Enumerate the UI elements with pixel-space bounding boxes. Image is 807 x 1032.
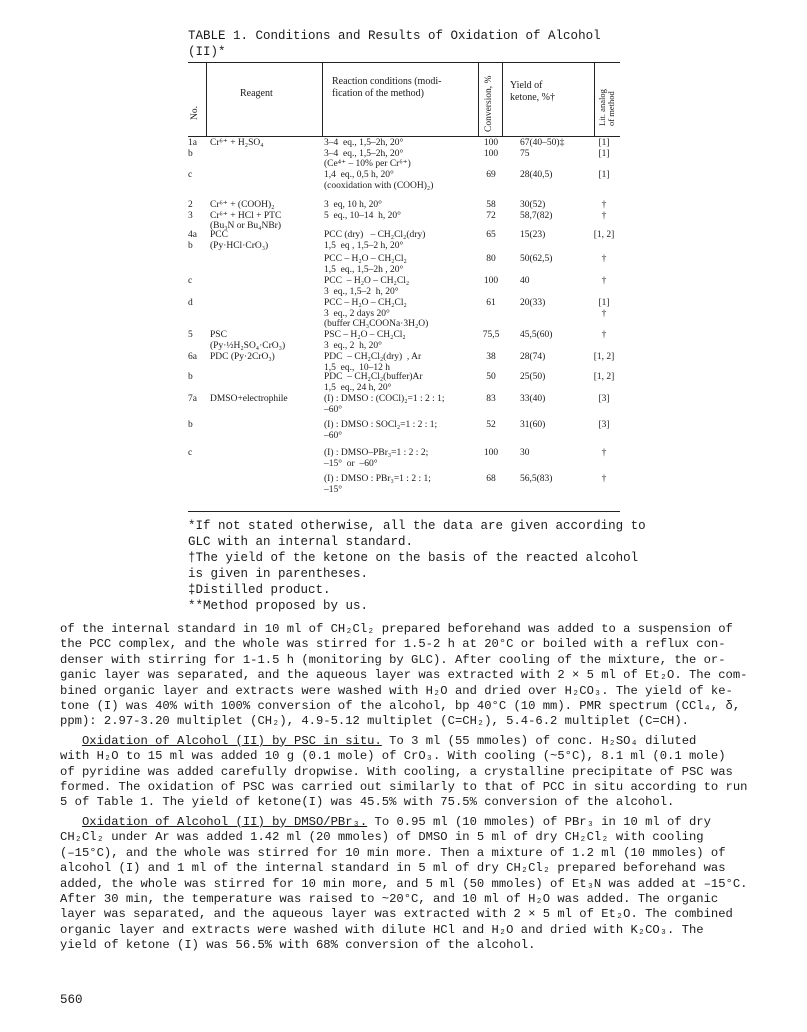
cell-line: 1,5 eq , 1,5–2 h, 20°: [324, 240, 404, 251]
footnote-line: *If not stated otherwise, all the data are given according to: [188, 519, 646, 533]
text-line: ppm): 2.97-3.20 multiplet (CH₂), 4.9-5.12 multiplet (C=CH₂), 5.4-6.2 multiplet (C=CH).: [60, 714, 689, 729]
table-footnotes: [188, 518, 658, 614]
cell-line: [1]: [598, 148, 610, 159]
table-cell-no: [188, 230, 204, 251]
footnote-line: GLC with an internal standard.: [188, 535, 414, 549]
cell-line: PDC – CH₂Cl₂(buffer)Ar: [324, 372, 423, 382]
cell-line: (buffer CH₃COONa·3H₂O): [324, 319, 429, 329]
table-cell-reagent: [210, 230, 326, 251]
text-run: To 3 ml (55 mmoles) of conc. H₂SO₄ diluted: [381, 733, 697, 748]
table-cell-lit: [588, 298, 620, 319]
table-cell-cond: [324, 474, 484, 495]
table-cell-conv: 80: [486, 254, 496, 264]
table-cell-yield: 31(60): [520, 420, 546, 430]
cell-line: (Py·½H₂SO₄·CrO₃): [210, 340, 286, 351]
cell-line: 1,5 eq., 24 h, 20°: [324, 382, 392, 393]
cell-line: 72: [486, 210, 496, 221]
table-cell-conv: 83: [486, 394, 496, 404]
cell-line: 3 eq., 2 days 20°: [324, 308, 390, 319]
cell-line: b: [188, 148, 193, 159]
header-conditions-line-1: Reaction conditions (modi-: [332, 76, 442, 87]
cell-line: 4a: [188, 230, 197, 240]
table-caption-line-1: TABLE 1. Conditions and Results of Oxidation of Alcohol: [188, 29, 601, 43]
cell-line: 100: [483, 148, 499, 159]
table-cell-cond: [324, 276, 484, 297]
cell-line: –60°: [324, 430, 343, 441]
header-conversion: Conversion, %: [484, 75, 494, 132]
table-cell-cond: [324, 170, 484, 191]
table-cell-yield: [520, 200, 590, 221]
table-cell-yield: 45,5(60): [520, 330, 553, 340]
cell-line: 1a: [188, 138, 197, 148]
header-divider: [502, 62, 503, 136]
header-yield-line-1: Yield of: [510, 80, 543, 91]
table-cell-lit: [588, 200, 620, 221]
table-cell-cond: [324, 420, 484, 441]
table-cell-conv: 52: [486, 420, 496, 430]
table-cell-lit: †: [601, 276, 607, 286]
table-cell-yield: 20(33): [520, 298, 546, 308]
table-cell-lit: [1, 2]: [593, 352, 615, 362]
cell-line: 67(40–50)‡: [520, 138, 565, 148]
header-conditions-line-2: fication of the method): [332, 88, 424, 99]
header-divider: [322, 62, 323, 136]
cell-line: PCC – H₂O – CH₂Cl₂: [324, 254, 407, 264]
table-cell-lit: [1, 2]: [593, 230, 615, 240]
cell-line: PCC: [210, 230, 228, 240]
cell-line: (I) : DMSO : PBr₃=1 : 2 : 1;: [324, 474, 431, 484]
table-cell-no: [188, 138, 204, 159]
cell-line: PCC (dry) – CH₂Cl₂(dry): [324, 230, 426, 240]
table-cell-yield: 28(74): [520, 352, 546, 362]
cell-line: 3–4 eq., 1,5–2h, 20°: [324, 148, 404, 159]
table-cell-lit: †: [601, 330, 607, 340]
cell-line: [1]: [598, 298, 610, 308]
table-cell-lit: [1]: [598, 170, 610, 180]
table-cell-conv: 69: [486, 170, 496, 180]
table-cell-no: c: [188, 448, 193, 458]
table-cell-conv: 100: [483, 448, 499, 458]
cell-line: (I) : DMSO : (COCl)₂=1 : 2 : 1;: [324, 394, 445, 404]
cell-line: 3 eq., 1,5–2 h, 20°: [324, 286, 399, 297]
text-line: 5 of Table 1. The yield of ketone(I) was 45.5% with 75.5% conversion of the alcohol.: [60, 795, 675, 810]
table-top-rule: [188, 62, 620, 63]
header-reagent: Reagent: [240, 88, 273, 99]
table-cell-conv: 38: [486, 352, 496, 362]
table-cell-no: c: [188, 276, 193, 286]
header-lit: [598, 89, 616, 126]
footnote-line: **Method proposed by us.: [188, 599, 369, 613]
cell-line: PSC: [210, 330, 227, 340]
header-divider: [206, 62, 207, 136]
cell-line: (Bu₃N or Bu₄NBr): [210, 221, 282, 231]
table-cell-lit: †: [601, 474, 607, 484]
table-cell-yield: 56,5(83): [520, 474, 553, 484]
table-cell-reagent: Cr⁶⁺ + H₂SO₄: [210, 138, 264, 148]
cell-line: †: [601, 200, 607, 210]
table-cell-conv: 68: [486, 474, 496, 484]
text-line: organic layer and extracts were washed with dilute HCl and H₂O and dried with K₂CO₃. The: [60, 922, 704, 937]
table-cell-reagent: [210, 200, 326, 232]
text-line: tone (I) was 40% with 100% conversion of the alcohol, bp 40°C (10 mm). PMR spectrum (CCl₄, δ,: [60, 699, 741, 714]
table-cell-cond: [324, 200, 484, 221]
cell-line: 100: [483, 138, 499, 148]
cell-line: 3: [188, 210, 193, 221]
cell-line: †: [601, 210, 607, 221]
table-cell-reagent: DMSO+electrophile: [210, 394, 288, 404]
table-cell-lit: [588, 138, 620, 159]
table-caption: [188, 28, 628, 60]
table-cell-yield: 50(62,5): [520, 254, 553, 264]
table-cell-lit: †: [601, 254, 607, 264]
cell-line: [1]: [598, 138, 610, 148]
table-cell-no: b: [188, 372, 193, 382]
cell-line: –15°: [324, 484, 343, 495]
cell-line: (I) : DMSO–PBr₃=1 : 2 : 2;: [324, 448, 429, 458]
results-table: [188, 62, 620, 512]
header-yield: [510, 80, 555, 104]
footnote-line: †The yield of the ketone on the basis of the reacted alcohol: [188, 551, 639, 565]
table-cell-lit: [3]: [598, 394, 610, 404]
text-line: added, the whole was stirred for 10 min more, and 5 ml (50 mmoles) of Et₃N was added at –15°C.: [60, 876, 748, 891]
text-line: (–15°C), and the whole was stirred for 10 min more. Then a mixture of 1.2 ml (10 mmoles) of: [60, 845, 726, 860]
table-cell-conv: 75,5: [482, 330, 500, 340]
table-cell-yield: 33(40): [520, 394, 546, 404]
header-lit-line-1: Lit. analog: [597, 89, 607, 126]
table-cell-yield: 40: [520, 276, 530, 286]
cell-line: 58,7(82): [520, 210, 553, 221]
cell-line: (Py·HCl·CrO₃): [210, 240, 269, 251]
header-conditions: [332, 76, 441, 100]
cell-line: –60°: [324, 404, 343, 415]
table-header-rule: [188, 136, 620, 137]
table-cell-lit: †: [601, 448, 607, 458]
cell-line: 1,5 eq., 1,5–2h , 20°: [324, 264, 404, 275]
body-text: [60, 622, 760, 958]
text-line: alcohol (I) and 1 ml of the internal standard in 5 ml of dry CH₂Cl₂ prepared beforehand was: [60, 861, 726, 876]
table-caption-line-2: (II)*: [188, 45, 226, 59]
table-cell-no: c: [188, 170, 193, 180]
table-cell-yield: 25(50): [520, 372, 546, 382]
paragraph-pcc-procedure: [60, 622, 760, 730]
table-cell-conv: [478, 200, 504, 221]
cell-line: 30(52): [520, 200, 546, 210]
table-cell-reagent: [210, 330, 326, 351]
page-number: 560: [60, 993, 83, 1007]
cell-line: 3 eq., 2 h, 20°: [324, 340, 382, 351]
table-cell-lit: [3]: [598, 420, 610, 430]
cell-line: (cooxidation with (COOH)₂): [324, 180, 434, 191]
cell-line: 1,4 eq., 0,5 h, 20°: [324, 170, 394, 180]
text-line: denser with stirring for 1-1.5 h (monitoring by GLC). After cooling of the mixture, the or-: [60, 652, 726, 667]
text-line: yield of ketone (I) was 56.5% with 68% conversion of the alcohol.: [60, 938, 536, 953]
cell-line: Cr⁶⁺ + HCl + PTC: [210, 210, 282, 221]
table-cell-no: 5: [188, 330, 193, 340]
footnote-line: is given in parentheses.: [188, 567, 369, 581]
table-cell-cond: [324, 254, 484, 275]
table-cell-no: b: [188, 420, 193, 430]
text-line: bined organic layer and extracts were washed with H₂O and dried over H₂CO₃. The yield of ke-: [60, 683, 733, 698]
text-line: of pyridine was added carefully dropwise. With cooling, a crystalline precipitate of PSC was: [60, 764, 733, 779]
cell-line: PDC – CH₂Cl₂(dry) , Ar: [324, 352, 422, 362]
table-cell-conv: 61: [486, 298, 496, 308]
text-line: of the internal standard in 10 ml of CH₂Cl₂ prepared beforehand was added to a suspension of: [60, 622, 733, 636]
table-cell-yield: 15(23): [520, 230, 546, 240]
table-cell-yield: 28(40,5): [520, 170, 553, 180]
footnote-line: ‡Distilled product.: [188, 583, 331, 597]
text-line: layer was separated, and the aqueous layer was extracted with 2 × 5 ml of Et₂O. The combined: [60, 907, 733, 922]
header-divider: [594, 62, 595, 136]
cell-line: 58: [486, 200, 496, 210]
cell-line: 3–4 eq., 1,5–2h, 20°: [324, 138, 404, 148]
table-cell-conv: [478, 138, 504, 159]
section-heading-psc: Oxidation of Alcohol (II) by PSC in situ.: [81, 733, 382, 748]
header-divider: [478, 62, 479, 136]
table-cell-cond: [324, 394, 484, 415]
table-cell-reagent: PDC (Py·2CrO₃): [210, 352, 275, 362]
table-cell-no: 6a: [188, 352, 197, 362]
header-lit-line-2: of method: [606, 91, 616, 126]
cell-line: †: [601, 308, 607, 319]
text-line: formed. The oxidation of PSC was carried out similarly to that of PCC in situ according to run: [60, 780, 748, 795]
text-line: [60, 734, 760, 749]
text-line: ganic layer was separated, and the aqueous layer was extracted with 2 × 5 ml of Et₂O. The com-: [60, 668, 748, 683]
cell-line: PCC – H₂O – CH₂Cl₂: [324, 276, 410, 286]
table-cell-lit: [1, 2]: [593, 372, 615, 382]
cell-line: 3 eq, 10 h, 20°: [324, 200, 382, 210]
section-heading-dmso: Oxidation of Alcohol (II) by DMSO/PBr₃.: [81, 814, 368, 829]
text-line: CH₂Cl₂ under Ar was added 1.42 ml (20 mmoles) of DMSO in 5 ml of dry CH₂Cl₂ with cooling: [60, 830, 704, 845]
cell-line: 1,5 eq., 10–12 h: [324, 362, 390, 373]
table-cell-conv: 65: [486, 230, 496, 240]
table-cell-cond: [324, 298, 484, 330]
table-cell-no: 7a: [188, 394, 197, 404]
table-cell-cond: [324, 138, 484, 170]
cell-line: 2: [188, 200, 193, 210]
cell-line: 75: [520, 148, 530, 159]
header-yield-line-2: ketone, %†: [510, 92, 555, 103]
cell-line: Cr⁶⁺ + (COOH)₂: [210, 200, 275, 210]
table-cell-cond: [324, 352, 484, 373]
text-run: To 0.95 ml (10 mmoles) of PBr₃ in 10 ml of dry: [367, 814, 711, 829]
cell-line: PSC – H₂O – CH₂Cl₂: [324, 330, 406, 340]
table-cell-cond: [324, 230, 484, 251]
cell-line: PCC – H₂O – CH₂Cl₂: [324, 298, 407, 308]
table-cell-cond: [324, 448, 484, 469]
table-cell-conv: 100: [483, 276, 499, 286]
cell-line: (I) : DMSO : SOCl₂=1 : 2 : 1;: [324, 420, 438, 430]
table-cell-cond: [324, 330, 484, 351]
cell-line: 5 eq., 10–14 h, 20°: [324, 210, 401, 221]
cell-line: (Ce⁴⁺ – 10% per Cr⁶⁺): [324, 159, 411, 169]
table-cell-yield: [520, 138, 590, 159]
table-cell-no: [188, 200, 204, 221]
table-bottom-rule: [188, 511, 620, 512]
cell-line: –15° or –60°: [324, 458, 378, 469]
text-line: with H₂O to 15 ml was added 10 g (0.1 mole) of CrO₃. With cooling (~5°C), 8.1 ml (0.1 mole): [60, 749, 726, 764]
table-cell-no: d: [188, 298, 193, 308]
table-cell-yield: 30: [520, 448, 530, 458]
table-cell-conv: 50: [486, 372, 496, 382]
paragraph-psc-oxidation: [60, 734, 760, 811]
text-line: [60, 815, 760, 830]
table-cell-cond: [324, 372, 484, 393]
cell-line: b: [188, 240, 193, 251]
paragraph-dmso-oxidation: [60, 815, 760, 954]
text-line: After 30 min, the temperature was raised to ~20°C, and 10 ml of H₂O was added. The organic: [60, 891, 719, 906]
header-no: No.: [190, 106, 200, 120]
text-line: the PCC complex, and the whole was stirred for 1.5-2 h at 20°C or boiled with a reflux con-: [60, 637, 726, 652]
